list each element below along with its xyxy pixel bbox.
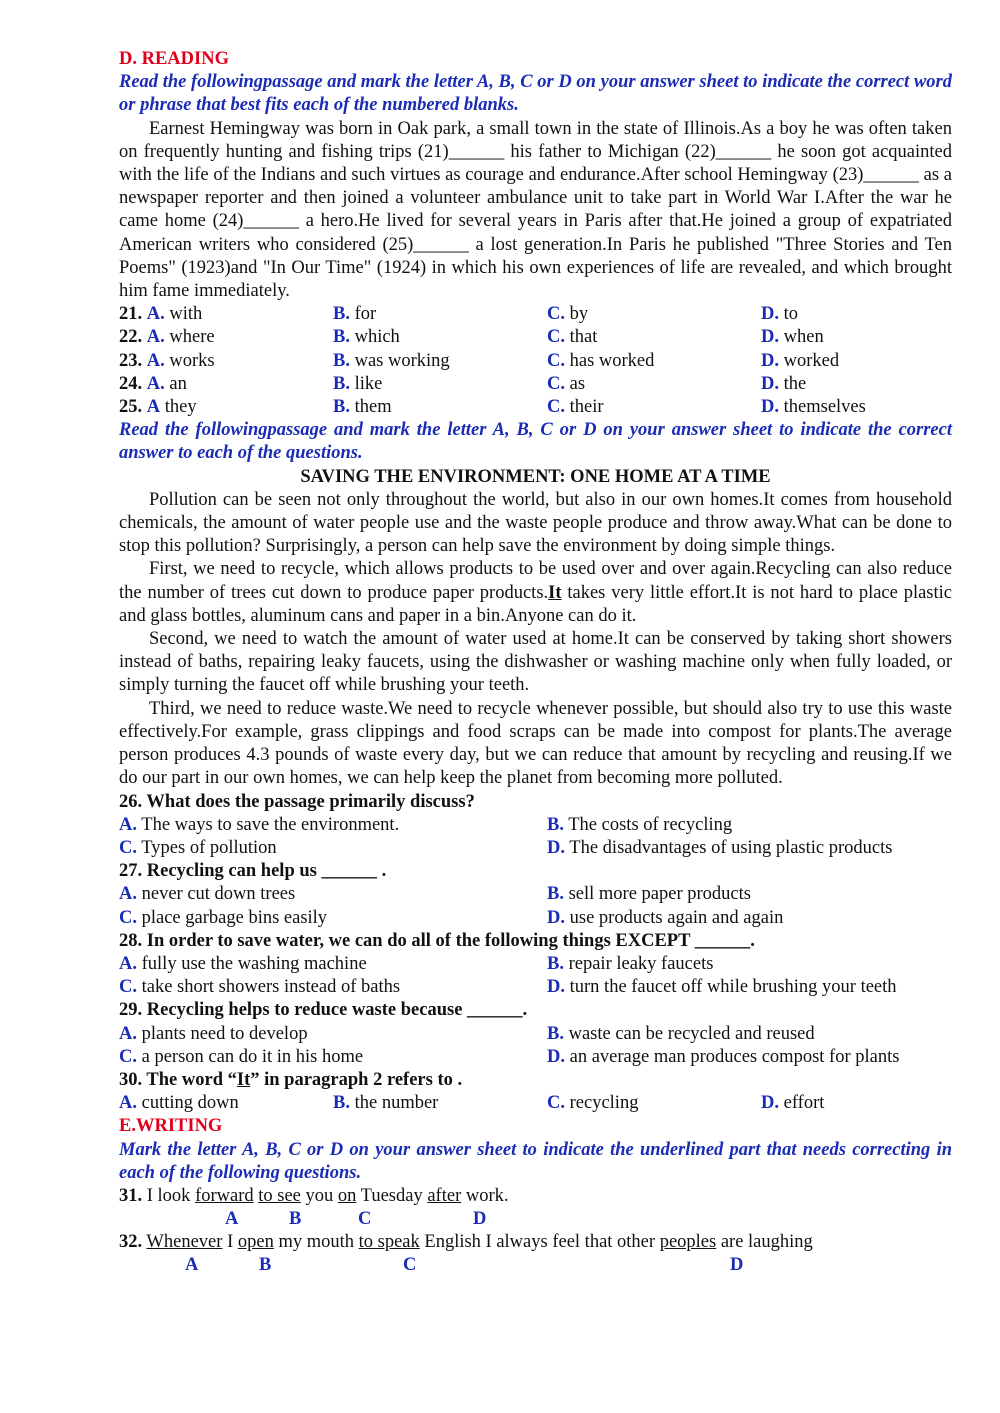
question-32: 32. Whenever I open my mouth to speak English I always feel that other peoples are laughing (119, 1232, 813, 1253)
option-a[interactable]: 23. A. works (119, 350, 215, 371)
option-a[interactable]: 24. A. an (119, 373, 187, 394)
question-32-letters (119, 1254, 952, 1277)
option-b[interactable]: B. like (333, 373, 383, 394)
underlined-part-a[interactable]: Whenever (146, 1232, 223, 1253)
writing-heading: E.WRITING (119, 1116, 223, 1137)
question-30-options (119, 1092, 952, 1115)
option-d[interactable]: D. an average man produces compost for plants (547, 1046, 900, 1067)
underlined-part-d[interactable]: after (427, 1185, 462, 1206)
question-23 (119, 350, 952, 373)
option-d[interactable]: D. The disadvantages of using plastic products (547, 837, 893, 858)
question-31: 31. I look forward to see you on Tuesday after work. (119, 1185, 509, 1206)
question-28-options (119, 953, 952, 999)
reading-instruction-2: Read the followingpassage and mark the letter A, B, C or D on your answer sheet to indicate the correct answer to each of the questions. (119, 420, 952, 464)
option-c[interactable]: C. Types of pollution (119, 837, 277, 858)
question-27: 27. Recycling can help us ______ . (119, 861, 387, 882)
question-22 (119, 326, 952, 349)
passage-1: Earnest Hemingway was born in Oak park, a small town in the state of Illinois.As a boy he was often taken on frequently hunting and fishing trips (21)______ his father to Michigan (22)______ he soon got acquainted with the life of the Indians and such virtues as courage and endurance.After school Hemingway (23)______ as a newspaper reporter and then joined a volunteer ambulance unit to take part in World War I.After the war he came home (24)______ a hero.He lived for several years in Paris after that.He joined a group of expatriated American writers who considered (25)______ a lost generation.In Paris he published "Three Stories and Ten Poems" (1923)and "In Our Time" (1924) in which his own experiences of life are revealed, and which brought him fame immediately. (119, 118, 952, 302)
option-b[interactable]: B. was working (333, 350, 450, 371)
option-c[interactable]: C. has worked (547, 350, 655, 371)
option-b[interactable]: B. sell more paper products (547, 884, 751, 905)
option-a[interactable]: A. never cut down trees (119, 884, 296, 905)
question-28: 28. In order to save water, we can do all of the following things EXCEPT ______. (119, 930, 755, 951)
option-b[interactable]: B. them (333, 397, 392, 418)
question-25 (119, 396, 952, 419)
letter-d: D (473, 1209, 487, 1230)
question-21 (119, 303, 952, 326)
question-26: 26. What does the passage primarily discuss? (119, 791, 475, 812)
option-a[interactable]: A. cutting down (119, 1093, 239, 1114)
option-d[interactable]: D. when (761, 327, 824, 348)
question-31-letters (119, 1208, 952, 1231)
option-a[interactable]: 25. A they (119, 397, 197, 418)
option-b[interactable]: B. The costs of recycling (547, 814, 733, 835)
underlined-part-c[interactable]: to speak (358, 1232, 420, 1253)
question-29: 29. Recycling helps to reduce waste because ______. (119, 1000, 528, 1021)
option-d[interactable]: D. themselves (761, 397, 866, 418)
option-a[interactable]: 21. A. with (119, 304, 203, 325)
option-c[interactable]: C. take short showers instead of baths (119, 977, 401, 998)
option-c[interactable]: C. their (547, 397, 604, 418)
option-d[interactable]: D. worked (761, 350, 840, 371)
option-d[interactable]: D. the (761, 373, 807, 394)
question-29-options (119, 1023, 952, 1069)
letter-d: D (730, 1255, 744, 1276)
question-26-options (119, 814, 952, 860)
reading-heading: D. READING (119, 49, 229, 69)
option-c[interactable]: C. that (547, 327, 598, 348)
underlined-word-it: It (548, 582, 562, 603)
option-d[interactable]: D. effort (761, 1093, 825, 1114)
passage-2-title: SAVING THE ENVIRONMENT: ONE HOME AT A TIME (300, 466, 771, 487)
option-b[interactable]: B. waste can be recycled and reused (547, 1023, 815, 1044)
reading-instruction-1: Read the followingpassage and mark the letter A, B, C or D on your answer sheet to indicate the correct word or phrase that best fits each of the numbered blanks. (119, 72, 952, 116)
letter-a: A (185, 1255, 199, 1276)
option-c[interactable]: C. a person can do it in his home (119, 1046, 364, 1067)
passage-2-paragraph-1: Pollution can be seen not only throughout the world, but also in our own homes.It comes from household chemicals, the amount of water people use and the waste people produce and throw away.What can be done to stop this pollution? Surprisingly, a person can help save the environment by doing simple things. (119, 489, 952, 557)
passage-2-paragraph-3: Second, we need to watch the amount of water used at home.It can be conserved by taking short showers instead of baths, repairing leaky faucets, using the dishwasher or washing machine only when fully loaded, or simply turning the faucet off while brushing your teeth. (119, 629, 952, 696)
option-d[interactable]: D. use products again and again (547, 907, 784, 928)
letter-b: B (289, 1209, 302, 1230)
option-c[interactable]: C. recycling (547, 1093, 639, 1114)
question-24 (119, 373, 952, 396)
option-b[interactable]: B. the number (333, 1093, 439, 1114)
underlined-part-a[interactable]: forward (195, 1185, 254, 1206)
option-a[interactable]: A. fully use the washing machine (119, 953, 367, 974)
question-27-options (119, 883, 952, 929)
letter-a: A (225, 1209, 239, 1230)
underlined-part-c[interactable]: on (337, 1185, 357, 1206)
passage-2-paragraph-2: First, we need to recycle, which allows products to be used over and over again.Recycling can also reduce the number of trees cut down to produce paper products.It takes very little effort.It is not hard to place plastic and glass bottles, aluminum cans and paper in a bin.Anyone can do it. (119, 559, 952, 626)
question-30: 30. The word “It” in paragraph 2 refers to . (119, 1069, 463, 1090)
option-c[interactable]: C. place garbage bins easily (119, 907, 328, 928)
underlined-part-b[interactable]: open (237, 1232, 274, 1253)
underlined-part-b[interactable]: to see (258, 1185, 301, 1206)
option-a[interactable]: A. The ways to save the environment. (119, 814, 400, 835)
letter-c: C (403, 1255, 417, 1276)
option-b[interactable]: B. which (333, 327, 400, 348)
option-c[interactable]: C. by (547, 304, 589, 325)
option-b[interactable]: B. repair leaky faucets (547, 953, 714, 974)
option-a[interactable]: 22. A. where (119, 327, 215, 348)
letter-c: C (358, 1209, 372, 1230)
underlined-part-d[interactable]: peoples (659, 1232, 717, 1253)
option-d[interactable]: D. to (761, 304, 799, 325)
writing-instruction: Mark the letter A, B, C or D on your answer sheet to indicate the underlined part that needs correcting in each of the following questions. (119, 1139, 952, 1183)
cloze-questions (119, 303, 952, 419)
option-a[interactable]: A. plants need to develop (119, 1023, 308, 1044)
option-d[interactable]: D. turn the faucet off while brushing your teeth (547, 977, 897, 998)
option-b[interactable]: B. for (333, 304, 377, 325)
option-c[interactable]: C. as (547, 373, 586, 394)
letter-b: B (259, 1255, 272, 1276)
passage-2-paragraph-4: Third, we need to reduce waste.We need to recycle whenever possible, but should also try to use this waste effectively.For example, grass clippings and food scraps can be made into compost for plants.The average person produces 4.3 pounds of waste every day, but we can reduce that amount by recycling and reusing.If we do our part in our own homes, we can help keep the planet from becoming more polluted. (119, 698, 952, 789)
